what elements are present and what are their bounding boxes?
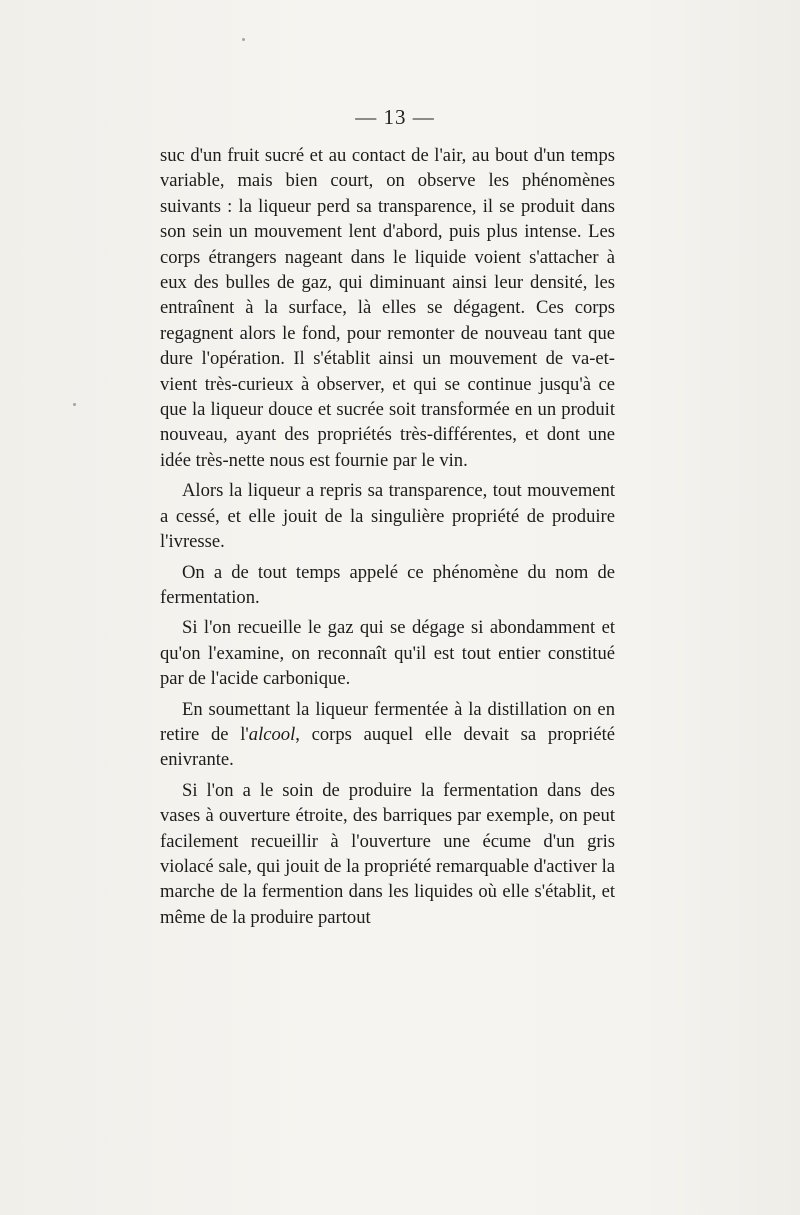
ink-speck [73,403,76,406]
paragraph-text: En soumettant la liqueur fermentée à la distillation on en retire de l' [160,698,615,745]
paragraph: Si l'on a le soin de produire la fermentation dans des vases à ouverture étroite, des barriques par exemple, on peut facilement recueillir à l'ouverture une écume d'un gris violacé sale, qui jouit de la propriété remarquable d'activer la marche de la fermention dans les liquides où elle s'établit, et même de la produire partout [160,779,615,928]
paragraph: Alors la liqueur a repris sa transparence, tout mouvement a cessé, et elle jouit de la singulière propriété de produire l'ivresse. [160,480,615,553]
paragraph: On a de tout temps appelé ce phénomène du nom de fermentation. [160,561,615,608]
emphasis-term: alcool [248,723,296,745]
page-number: — 13 — [355,105,435,129]
paragraph-text: , corps auquel elle devait sa propriété enivrante. [160,723,615,771]
paragraph: suc d'un fruit sucré et au contact de l'air, au bout d'un temps variable, mais bien court, on observe les phénomènes suivants : la liqueur perd sa transparence, il se produit dans son sein un mouvement lent d'abord, puis plus intense. Les corps étrangers nageant dans le liquide voient s'attacher à eux des bulles de gaz, qui diminuant ainsi leur densité, les entraînent à la surface, là elles se dégagent. Ces corps regagnent alors le fond, pour remonter de nouveau tant que dure l'opération. Il s'établit ainsi un mouvement de va-et-vient très-curieux à observer, et qui se continue jusqu'à ce que la liqueur douce et sucrée soit transformée en un produit nouveau, ayant des propriétés très-différentes, et dont une idée très-nette nous est fournie par le vin. [160,145,615,471]
paragraph: Si l'on recueille le gaz qui se dégage si abondamment et qu'on l'examine, on reconnaît qu'il est tout entier constitué par de l'acide carbonique. [160,617,615,690]
ink-speck [242,38,245,41]
body-text [160,143,615,930]
paragraph [160,697,615,773]
